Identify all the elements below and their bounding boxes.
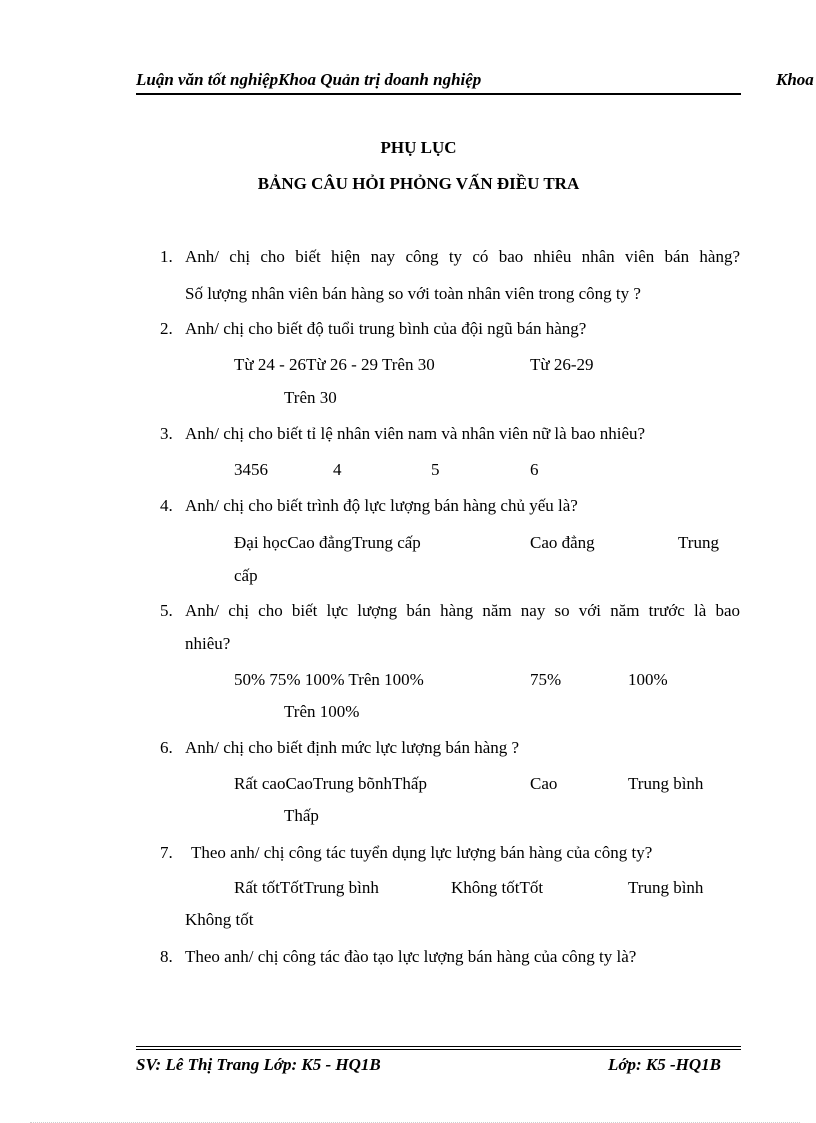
answer-option: Thấp <box>284 806 319 825</box>
question-text: Anh/ chị cho biết hiện nay công ty có bao nhiêu nhân viên bán hàng? <box>185 247 740 266</box>
answer-option: Trung bình <box>628 774 704 793</box>
question-text: Anh/ chị cho biết trình độ lực lượng bán hàng chủ yếu là? <box>185 496 578 515</box>
answer-option: Trung <box>678 533 719 552</box>
question-number: 5. <box>160 601 173 620</box>
answer-option: 5 <box>431 460 440 479</box>
footer-left-text: SV: Lê Thị Trang Lớp: K5 - HQ1B <box>136 1055 381 1074</box>
answer-option: Từ 26-29 <box>530 355 594 374</box>
question-text: Theo anh/ chị công tác đào tạo lực lượng bán hàng của công ty là? <box>185 947 637 966</box>
answer-option: 6 <box>530 460 539 479</box>
answer-option: Cao <box>530 774 558 793</box>
question-number: 4. <box>160 496 173 515</box>
answer-option: Rất tốtTốtTrung bình <box>234 878 379 897</box>
footer-rule <box>136 1049 741 1050</box>
appendix-title: PHỤ LỤC <box>380 138 457 157</box>
answer-option: Trên 100% <box>284 702 360 721</box>
answer-option: Không tốt <box>185 910 254 929</box>
question-extra: Số lượng nhân viên bán hàng so với toàn nhân viên trong công ty ? <box>185 284 641 303</box>
question-number: 1. <box>160 247 173 266</box>
answer-option: cấp <box>234 566 258 585</box>
question-number: 3. <box>160 424 173 443</box>
answer-option: Trung bình <box>628 878 704 897</box>
question-number: 8. <box>160 947 173 966</box>
answer-option: 75% <box>530 670 562 689</box>
answer-option: 4 <box>333 460 342 479</box>
question-text-continued: nhiêu? <box>185 634 231 653</box>
header-left-text: Luận văn tốt nghiệpKhoa Quản trị doanh nghiệp <box>136 70 482 89</box>
answer-option: 3456 <box>234 460 268 479</box>
question-text: Anh/ chị cho biết độ tuổi trung bình của đội ngũ bán hàng? <box>185 319 587 338</box>
survey-title: BẢNG CÂU HỎI PHỎNG VẤN ĐIỀU TRA <box>257 174 580 193</box>
question-number: 6. <box>160 738 173 757</box>
question-text: Anh/ chị cho biết định mức lực lượng bán hàng ? <box>185 738 520 757</box>
answer-option: Trên 30 <box>284 388 337 407</box>
footer-rule <box>136 1046 741 1047</box>
answer-option: Rất caoCaoTrung bõnhThấp <box>234 774 427 793</box>
answer-option: Cao đẳng <box>530 533 595 552</box>
header-right-text: Khoa <box>776 70 814 89</box>
answer-option: Từ 24 - 26Từ 26 - 29 Trên 30 <box>234 355 435 374</box>
question-text: Theo anh/ chị công tác tuyển dụng lực lượng bán hàng của công ty? <box>191 843 653 862</box>
header-rule <box>136 93 741 95</box>
answer-option: 50% 75% 100% Trên 100% <box>234 670 424 689</box>
answer-option: Đại họcCao đẳngTrung cấp <box>234 533 421 552</box>
question-number: 2. <box>160 319 173 338</box>
question-text: Anh/ chị cho biết lực lượng bán hàng năm nay so với năm trước là bao <box>185 601 740 620</box>
question-text: Anh/ chị cho biết tỉ lệ nhân viên nam và nhân viên nữ là bao nhiêu? <box>185 424 646 443</box>
question-number: 7. <box>160 843 173 862</box>
answer-option: Không tốtTốt <box>451 878 544 897</box>
footer-right-text: Lớp: K5 -HQ1B <box>608 1055 722 1074</box>
answer-option: 100% <box>628 670 668 689</box>
